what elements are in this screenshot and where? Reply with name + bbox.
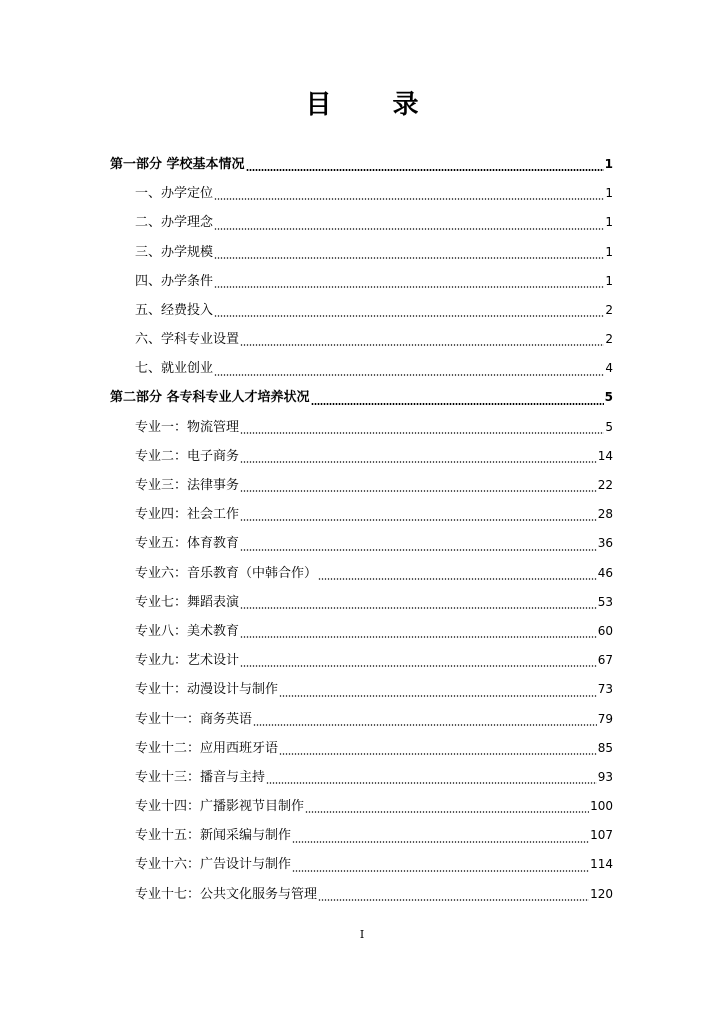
dot-leader: [318, 578, 597, 580]
toc-entry-label: 专业二：电子商务: [135, 448, 240, 464]
dot-leader: [240, 490, 597, 492]
toc-entry[interactable]: [110, 763, 613, 792]
toc-entry[interactable]: [110, 559, 613, 588]
dot-leader: [240, 636, 597, 638]
dot-leader: [214, 198, 604, 200]
toc-entry[interactable]: [110, 792, 613, 821]
page-footer-number: I: [359, 928, 365, 941]
toc-entry-page: 4: [605, 361, 613, 376]
toc-entry-label: 专业十二：应用西班牙语: [135, 740, 279, 756]
toc-entry-label: 第一部分 学校基本情况: [110, 156, 245, 172]
toc-entry-label: 专业十四：广播影视节目制作: [135, 799, 305, 815]
toc-entry-label: 专业十六：广告设计与制作: [135, 857, 292, 873]
toc-entry[interactable]: [110, 413, 613, 442]
toc-entry[interactable]: [110, 529, 613, 558]
toc-entry-page: 60: [597, 623, 613, 638]
dot-leader: [318, 899, 589, 901]
toc-entry[interactable]: [110, 267, 613, 296]
dot-leader: [240, 519, 597, 521]
dot-leader: [240, 549, 597, 551]
toc-entry-page: 1: [605, 215, 613, 230]
dot-leader: [214, 257, 604, 259]
table-of-contents: [110, 150, 613, 909]
toc-entry-label: 专业十一：商务英语: [135, 711, 253, 727]
toc-entry-label: 四、办学条件: [135, 273, 214, 289]
toc-entry-label: 专业十：动漫设计与制作: [135, 682, 279, 698]
dot-leader: [214, 374, 604, 376]
toc-entry[interactable]: [110, 617, 613, 646]
toc-entry-label: 六、学科专业设置: [135, 332, 240, 348]
toc-entry-label: 专业五：体育教育: [135, 536, 240, 552]
dot-leader: [240, 344, 604, 346]
toc-entry-label: 专业七：舞蹈表演: [135, 594, 240, 610]
toc-entry-page: 67: [597, 653, 613, 668]
toc-entry[interactable]: [110, 208, 613, 237]
toc-entry[interactable]: [110, 296, 613, 325]
toc-entry[interactable]: [110, 851, 613, 880]
toc-entry-page: 1: [605, 273, 613, 288]
dot-leader: [279, 753, 597, 755]
dot-leader: [305, 811, 589, 813]
toc-entry-page: 114: [590, 857, 613, 872]
toc-entry-label: 专业九：艺术设计: [135, 653, 240, 669]
dot-leader: [214, 228, 604, 230]
toc-entry-label: 七、就业创业: [135, 361, 214, 377]
dot-leader: [240, 665, 597, 667]
toc-entry-page: 1: [605, 244, 613, 259]
toc-entry[interactable]: [110, 880, 613, 909]
dot-leader: [214, 286, 604, 288]
dot-leader: [240, 432, 604, 434]
toc-entry-page: 79: [597, 711, 613, 726]
toc-entry[interactable]: [110, 150, 613, 179]
toc-entry-label: 专业十七：公共文化服务与管理: [135, 886, 318, 902]
toc-entry-page: 5: [604, 390, 613, 405]
toc-entry-label: 五、经费投入: [135, 302, 214, 318]
toc-entry-page: 5: [605, 419, 613, 434]
toc-entry-page: 28: [597, 507, 613, 522]
toc-entry[interactable]: [110, 821, 613, 850]
toc-entry[interactable]: [110, 384, 613, 413]
toc-entry-label: 专业三：法律事务: [135, 478, 240, 494]
toc-entry-page: 1: [605, 186, 613, 201]
toc-entry-page: 36: [597, 536, 613, 551]
toc-entry-page: 93: [597, 769, 613, 784]
dot-leader: [240, 461, 597, 463]
toc-entry-label: 专业六：音乐教育（中韩合作）: [135, 565, 318, 581]
toc-entry-page: 2: [605, 332, 613, 347]
toc-entry-page: 85: [597, 740, 613, 755]
toc-entry[interactable]: [110, 588, 613, 617]
toc-entry-page: 2: [605, 302, 613, 317]
toc-entry[interactable]: [110, 442, 613, 471]
dot-leader: [279, 695, 597, 697]
toc-entry[interactable]: [110, 325, 613, 354]
toc-entry-label: 专业十五：新闻采编与制作: [135, 828, 292, 844]
dot-leader: [214, 315, 604, 317]
toc-entry-page: 73: [597, 682, 613, 697]
dot-leader: [253, 724, 597, 726]
toc-entry-label: 专业四：社会工作: [135, 507, 240, 523]
toc-entry[interactable]: [110, 705, 613, 734]
toc-entry-label: 专业八：美术教育: [135, 623, 240, 639]
toc-entry[interactable]: [110, 238, 613, 267]
toc-entry[interactable]: [110, 179, 613, 208]
page-title: 目 录: [305, 90, 445, 120]
dot-leader: [246, 169, 604, 171]
dot-leader: [266, 782, 597, 784]
toc-entry-page: 1: [604, 156, 613, 171]
toc-entry-page: 22: [597, 478, 613, 493]
toc-entry-label: 专业十三：播音与主持: [135, 769, 266, 785]
toc-entry-page: 107: [590, 828, 613, 843]
toc-entry-label: 专业一：物流管理: [135, 419, 240, 435]
toc-entry-page: 100: [590, 799, 613, 814]
toc-entry-page: 46: [597, 565, 613, 580]
dot-leader: [311, 403, 604, 405]
toc-entry-page: 120: [590, 886, 613, 901]
toc-entry-page: 53: [597, 594, 613, 609]
toc-entry[interactable]: [110, 354, 613, 383]
toc-entry[interactable]: [110, 471, 613, 500]
toc-entry-label: 一、办学定位: [135, 186, 214, 202]
dot-leader: [240, 607, 597, 609]
toc-entry-label: 第二部分 各专科专业人才培养状况: [110, 390, 310, 406]
toc-entry-page: 14: [597, 448, 613, 463]
toc-entry[interactable]: [110, 675, 613, 704]
toc-entry-label: 二、办学理念: [135, 215, 214, 231]
toc-entry[interactable]: [110, 734, 613, 763]
dot-leader: [292, 841, 589, 843]
dot-leader: [292, 870, 589, 872]
toc-entry[interactable]: [110, 500, 613, 529]
toc-entry[interactable]: [110, 646, 613, 675]
toc-entry-label: 三、办学规模: [135, 244, 214, 260]
